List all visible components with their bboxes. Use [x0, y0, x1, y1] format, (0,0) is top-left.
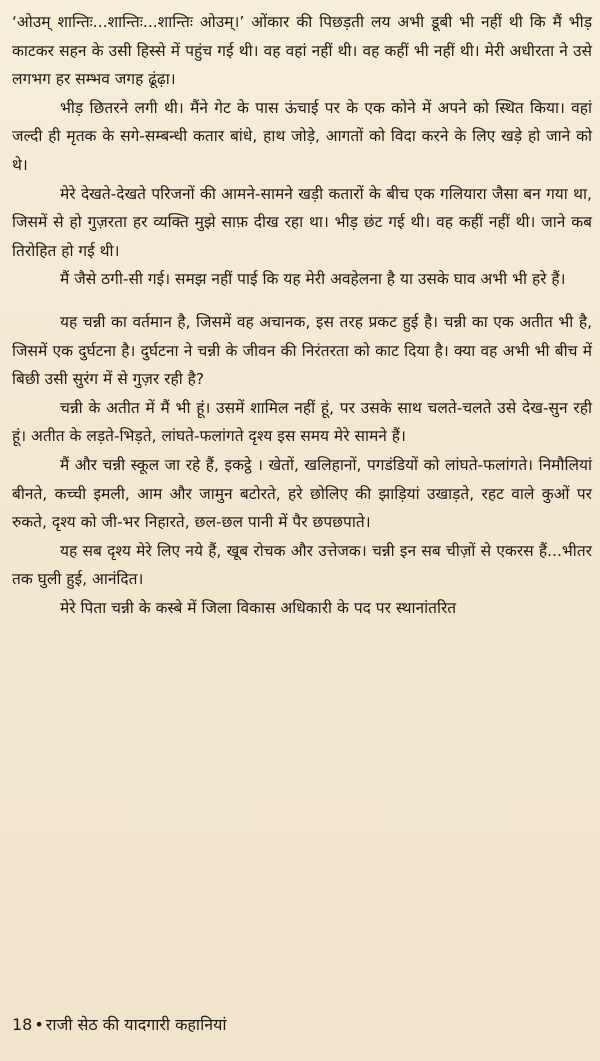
paragraph-9: मेरे पिता चन्नी के कस्बे में जिला विकास अधिकारी के पद पर स्थानांतरित [60, 598, 457, 617]
body-text [12, 8, 592, 622]
paragraph-3: मेरे देखते-देखते परिजनों की आमने-सामने खड़ी कतारों के बीच एक गलियारा जैसा बन गया था, जिसमें से हो गुज़रता हर व्यक्ति मुझे साफ़ दीख रहा था। भीड़ छंट गई थी। वह कहीं नहीं थी। जाने कब तिरोहित हो गई थी। [12, 184, 592, 260]
page-number: 18 [12, 1015, 33, 1034]
paragraph-1: ‘ओउम् शान्तिः...शान्तिः...शान्तिः ओउम्।’ ओंकार की पिछड़ती लय अभी डूबी भी नहीं थी कि मैं भीड़ काटकर सहन के उसी हिस्से में पहुंच गई थी। वह वहां नहीं थी। वह कहीं भी नहीं थी। मेरी अधीरता ने उसे लगभग हर सम्भव जगह ढूंढ़ा। [12, 13, 592, 89]
paragraph-7: मैं और चन्नी स्कूल जा रहे हैं, इकट्ठे । खेतों, खलिहानों, पगडंडियों को लांघते-फलांगते। निमौलियां बीनते, कच्ची इमली, आम और जामुन बटोरते, हरे छोलिए की झाड़ियां उखाड़ते, रहट वाले कुओं पर रुकते, दृश्य को जी-भर निहारते, छल-छल पानी में पैर छपछपाते। [12, 455, 592, 532]
book-title: राजी सेठ की यादगारी कहानियां [45, 1015, 227, 1034]
paragraph-2: भीड़ छितरने लगी थी। मैंने गेट के पास ऊंचाई पर के एक कोने में अपने को स्थित किया। वहां जल्दी ही मृतक के सगे-सम्बन्धी कतार बांधे, हाथ जोड़े, आगतों को विदा करने के लिए खड़े हो जाने को थे। [12, 98, 592, 174]
paragraph-5: यह चन्नी का वर्तमान है, जिसमें वह अचानक, इस तरह प्रकट हुई है। चन्नी का एक अतीत भी है, जिसमें एक दुर्घटना है। दुर्घटना ने चन्नी के जीवन की निरंतरता को काट दिया है। क्या वह अभी भी बीच में बिछी उसी सुरंग में से गुज़र रही है? [12, 312, 592, 389]
page-footer [12, 1013, 227, 1037]
paragraph-6: चन्नी के अतीत में मैं भी हूं। उसमें शामिल नहीं हूं, पर उसके साथ चलते-चलते उसे देख-सुन रही हूं। अतीत के लड़ते-भिड़ते, लांघते-फलांगते दृश्य इस समय मेरे सामने हैं। [12, 398, 592, 446]
footer-separator: • [34, 1015, 44, 1034]
paragraph-8: यह सब दृश्य मेरे लिए नये हैं, खूब रोचक और उत्तेजक। चन्नी इन सब चीज़ों से एकरस हैं...भीतर तक घुली हुई, आनंदित। [12, 541, 592, 589]
paragraph-4: मैं जैसे ठगी-सी गई। समझ नहीं पाई कि यह मेरी अवहेलना है या उसके घाव अभी भी हरे हैं। [60, 270, 566, 289]
